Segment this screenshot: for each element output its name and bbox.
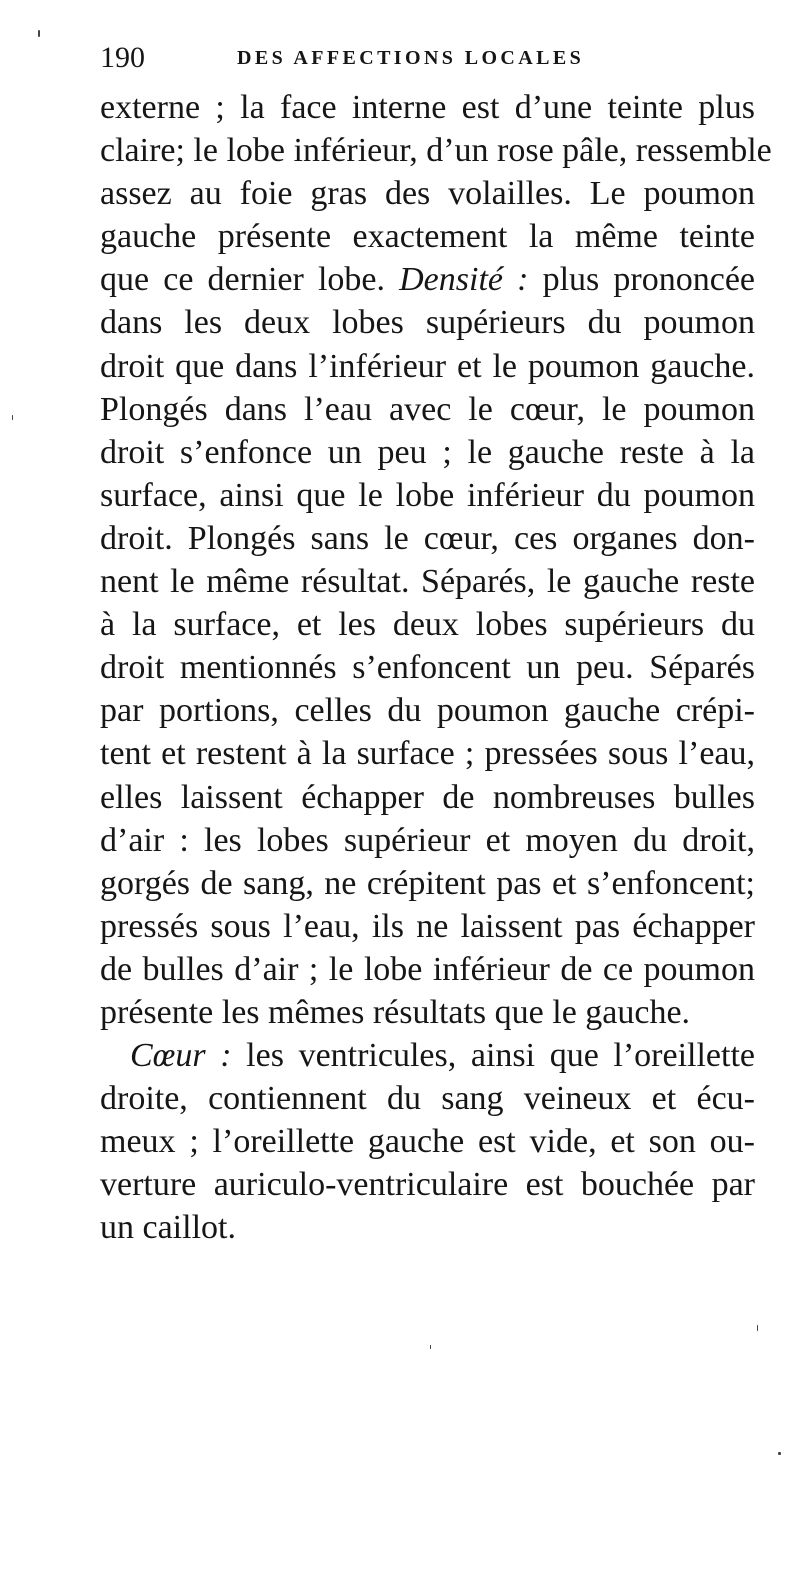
paper-speck <box>430 1345 431 1349</box>
text-line: externe ; la face interne est d’une teinte plus <box>100 89 755 126</box>
text-line: droit s’enfonce un peu ; le gauche reste à la <box>100 433 755 471</box>
text-line: claire; le lobe inférieur, d’un rose pâle, ressemble <box>100 132 772 170</box>
text-line: droite, contiennent du sang veineux et écu- <box>100 1080 755 1118</box>
text-segment: les ventricules, ainsi que l’oreillette <box>246 1037 755 1075</box>
paper-speck <box>757 1325 758 1331</box>
text-line: un caillot. <box>100 1209 236 1247</box>
text-line: pressés sous l’eau, ils ne laissent pas échapper <box>100 907 755 945</box>
text-line: d’air : les lobes supérieur et moyen du droit, <box>100 821 755 859</box>
text-line-coeur <box>100 1034 755 1077</box>
text-line: meux ; l’oreillette gauche est vide, et son ou- <box>100 1123 755 1161</box>
paper-speck <box>12 415 13 420</box>
text-line: elles laissent échapper de nombreuses bulles <box>100 778 755 816</box>
text-line: droit mentionnés s’enfoncent un peu. Séparés <box>100 649 755 687</box>
text-line: présente les mêmes résultats que le gauche. <box>100 993 691 1031</box>
coeur-label: Cœur : <box>130 1037 232 1075</box>
text-line: tent et restent à la surface ; pressées sous l’eau, <box>100 735 755 773</box>
text-line: droit que dans l’inférieur et le poumon gauche. <box>100 347 755 385</box>
text-line: surface, ainsi que le lobe inférieur du poumon <box>100 476 755 514</box>
text-line: dans les deux lobes supérieurs du poumon <box>100 304 755 342</box>
text-segment: que ce dernier lobe. <box>100 261 385 299</box>
text-line: Plongés dans l’eau avec le cœur, le poumon <box>100 390 755 428</box>
page-header <box>100 38 660 78</box>
densite-text: plus prononcée <box>542 261 756 299</box>
text-line: à la surface, et les deux lobes supérieurs du <box>100 606 755 644</box>
text-line: par portions, celles du poumon gauche crépi- <box>100 692 755 730</box>
running-head: DES AFFECTIONS LOCALES <box>237 47 585 69</box>
text-line: assez au foie gras des volailles. Le poumon <box>100 175 755 213</box>
body-text <box>100 86 772 1250</box>
page-number: 190 <box>100 41 145 74</box>
densite-label: Densité : <box>399 261 529 299</box>
text-line: droit. Plongés sans le cœur, ces organes don- <box>100 519 755 557</box>
text-line: nent le même résultat. Séparés, le gauche reste <box>100 563 755 601</box>
text-line: verture auriculo-ventriculaire est bouchée par <box>100 1166 755 1204</box>
text-line: de bulles d’air ; le lobe inférieur de ce poumon <box>100 950 755 988</box>
text-line: gorgés de sang, ne crépitent pas et s’enfoncent; <box>100 864 755 902</box>
paper-speck <box>778 1452 781 1455</box>
paper-speck <box>38 30 40 37</box>
text-line: gauche présente exactement la même teinte <box>100 218 755 256</box>
text-line-densite <box>100 258 755 301</box>
